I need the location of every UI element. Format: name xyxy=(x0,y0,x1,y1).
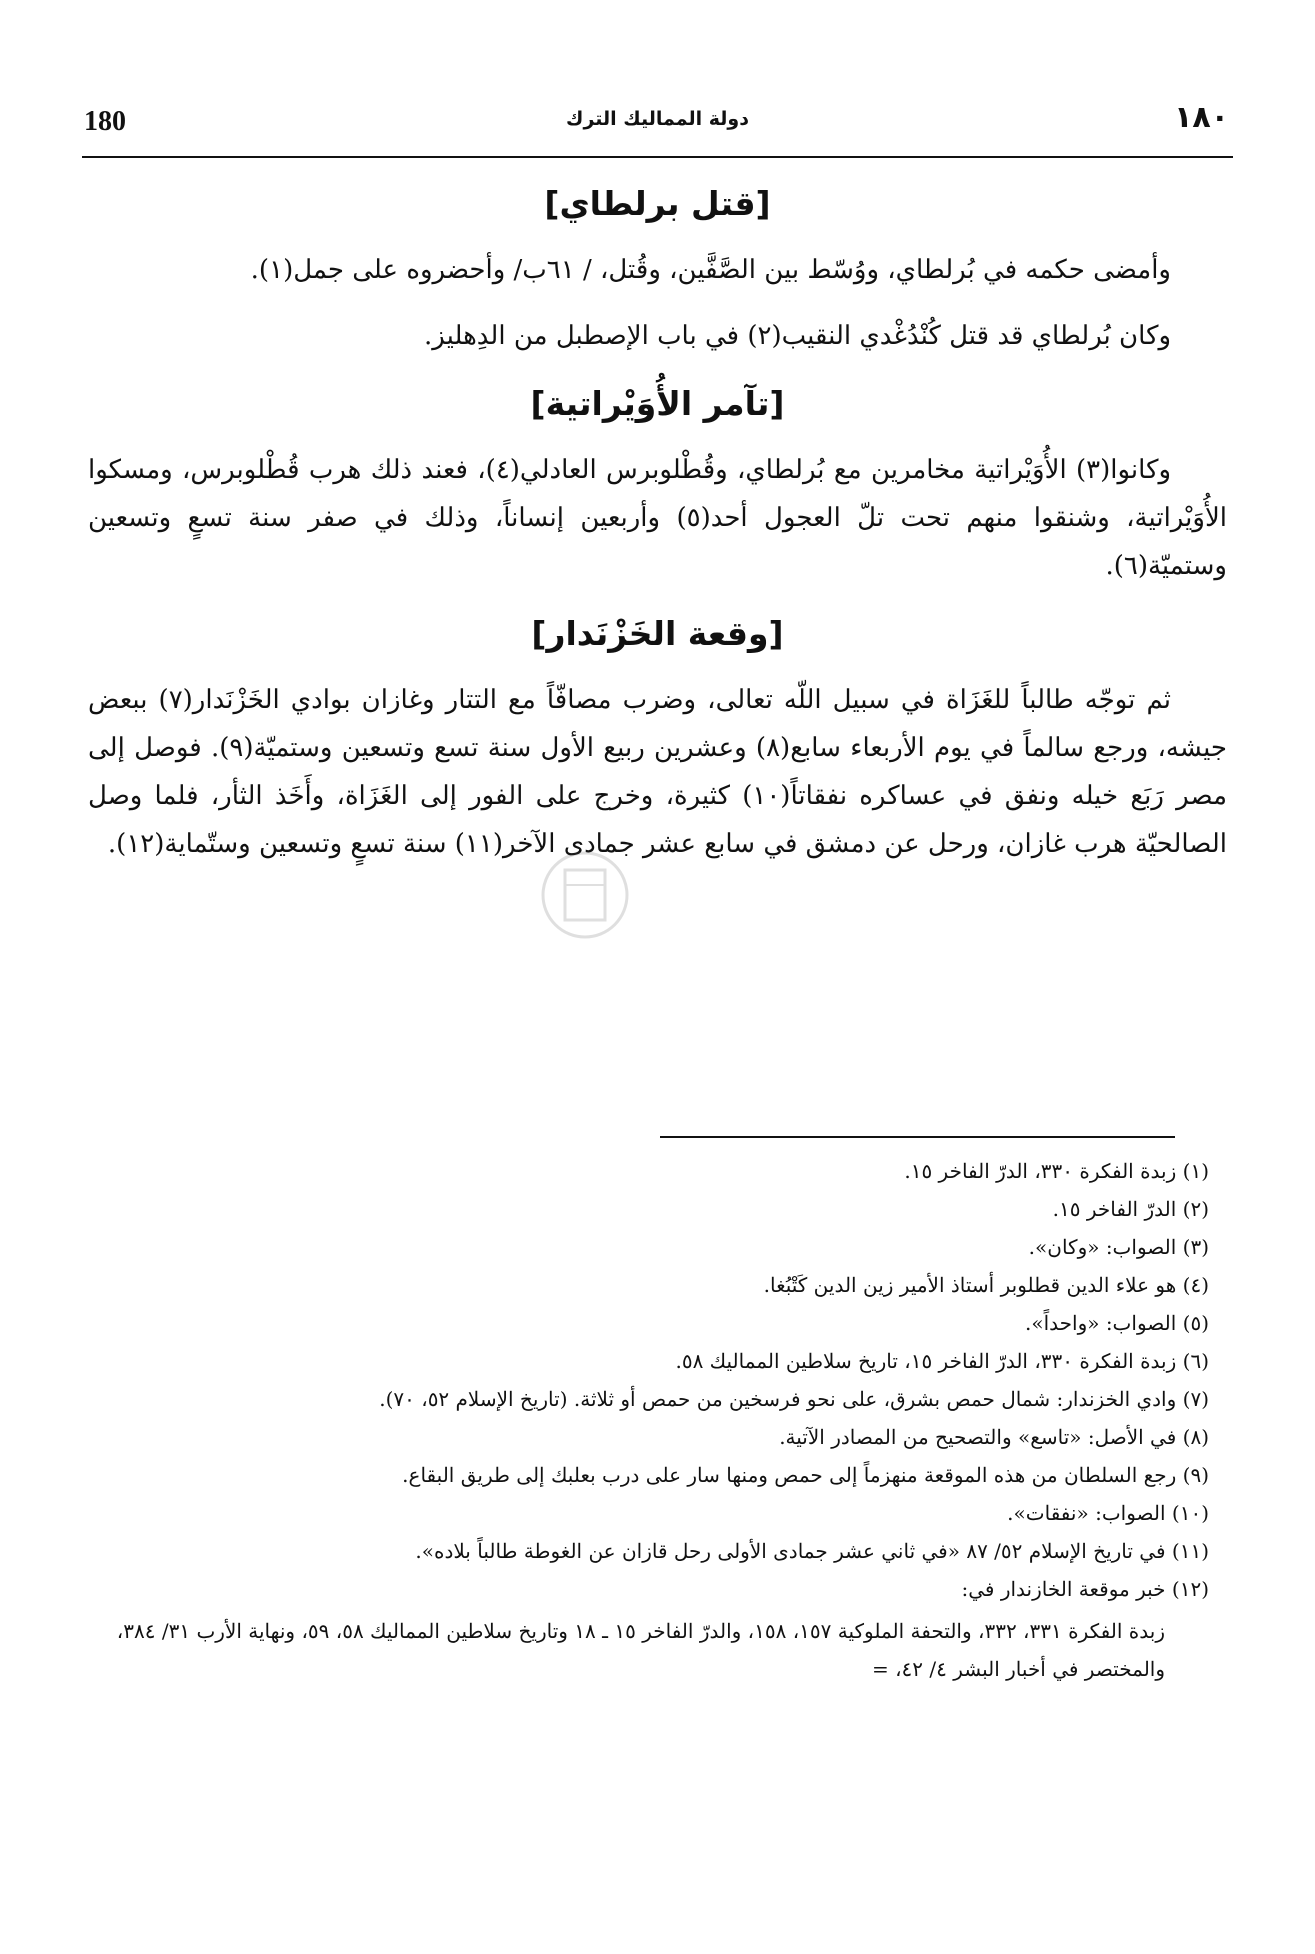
footnote: (٧) وادي الخزندار: شمال حمص بشرق، على نحو فرسخين من حمص أو ثلاثة. (تاريخ الإسلام ٥٢، ٧٠). xyxy=(379,1387,1209,1411)
paragraph: وكان بُرلطاي قد قتل كُنْدُغْدي النقيب(٢) في باب الإصطبل من الدِهليز. xyxy=(424,321,1171,351)
library-stamp-watermark xyxy=(520,840,650,950)
footnote: (٣) الصواب: «وكان». xyxy=(1028,1235,1209,1259)
footnote: (٤) هو علاء الدين قطلوبر أستاذ الأمير زين الدين كَتْبُغا. xyxy=(763,1273,1209,1297)
footnote: (١٢) خبر موقعة الخازندار في: xyxy=(961,1577,1209,1601)
section-oirat xyxy=(88,378,1227,590)
paragraph: ثم توجّه طالباً للغَزَاة في سبيل اللّه تعالى، وضرب مصافّاً مع التتار وغازان بوادي الخَزْنَدار(٧) ببعض جيشه، ورجع سالماً في يوم الأربعاء سابع(٨) وعشرين ربيع الأول سنة تسع وتسعين وستميّة(٩). فوصل إلى مصر رَبَع خيله ونفق في عساكره نفقاتاً(١٠) كثيرة، وخرج على الفور إلى الغَزَاة، وأَخَذ الثأر، فلما وصل الصالحيّة هرب غازان، ورحل عن دمشق في سابع عشر جمادى الآخر(١١) سنة تسعٍ وتسعين وستّماية(١٢). xyxy=(88,685,1227,859)
page-number-latin: 180 xyxy=(84,106,126,137)
footnotes xyxy=(92,1152,1215,1688)
footnote: (١٠) الصواب: «نفقات». xyxy=(1007,1501,1209,1525)
section-title: [تآمر الأُوَيْراتية] xyxy=(530,384,785,423)
section-barltai xyxy=(88,178,1227,360)
paragraph: وكانوا(٣) الأُوَيْراتية مخامرين مع بُرلطاي، وقُطْلوبرس العادلي(٤)، فعند ذلك هرب قُطْلوبرس، ومسكوا الأُوَيْراتية، وشنقوا منهم تحت تلّ العجول أحد(٥) وأربعين إنساناً، وذلك في صفر سنة تسعٍ وتسعين وستميّة(٦). xyxy=(88,455,1227,581)
footnote: (١١) في تاريخ الإسلام ٥٢/ ٨٧ «في ثاني عشر جمادى الأولى رحل قازان عن الغوطة طالباً بلاده». xyxy=(415,1539,1209,1563)
page-number-arabic: ١٨٠ xyxy=(1174,100,1229,135)
footnote: (٢) الدرّ الفاخر ١٥. xyxy=(1052,1197,1209,1221)
page-header xyxy=(82,100,1233,158)
footnote-divider xyxy=(660,1136,1175,1138)
footnote: (١) زبدة الفكرة ٣٣٠، الدرّ الفاخر ١٥. xyxy=(904,1159,1209,1183)
main-text xyxy=(88,178,1227,886)
footnote: (٩) رجع السلطان من هذه الموقعة منهزماً إلى حمص ومنها سار على درب بعلبك إلى طريق البقاع. xyxy=(402,1463,1209,1487)
footnote-continuation: زبدة الفكرة ٣٣١، ٣٣٢، والتحفة الملوكية ١٥٧، ١٥٨، والدرّ الفاخر ١٥ ـ ١٨ وتاريخ سلاطين المماليك ٥٨، ٥٩، ونهاية الأرب ٣١/ ٣٨٤، والمختصر في أخبار البشر ٤/ ٤٢، = xyxy=(116,1619,1165,1681)
footnote: (٦) زبدة الفكرة ٣٣٠، الدرّ الفاخر ١٥، تاريخ سلاطين المماليك ٥٨. xyxy=(675,1349,1209,1373)
section-title: [قتل برلطاي] xyxy=(544,184,771,223)
section-khazndar xyxy=(88,608,1227,868)
running-title: دولة المماليك الترك xyxy=(566,108,749,130)
section-title: [وقعة الخَزْنَدار] xyxy=(531,614,784,653)
paragraph: وأمضى حكمه في بُرلطاي، ووُسّط بين الصَّفَّين، وقُتل، / ٦١ب/ وأحضروه على جمل(١). xyxy=(250,255,1171,285)
footnote: (٥) الصواب: «واحداً». xyxy=(1025,1311,1209,1335)
footnote: (٨) في الأصل: «تاسع» والتصحيح من المصادر الآتية. xyxy=(779,1425,1209,1449)
